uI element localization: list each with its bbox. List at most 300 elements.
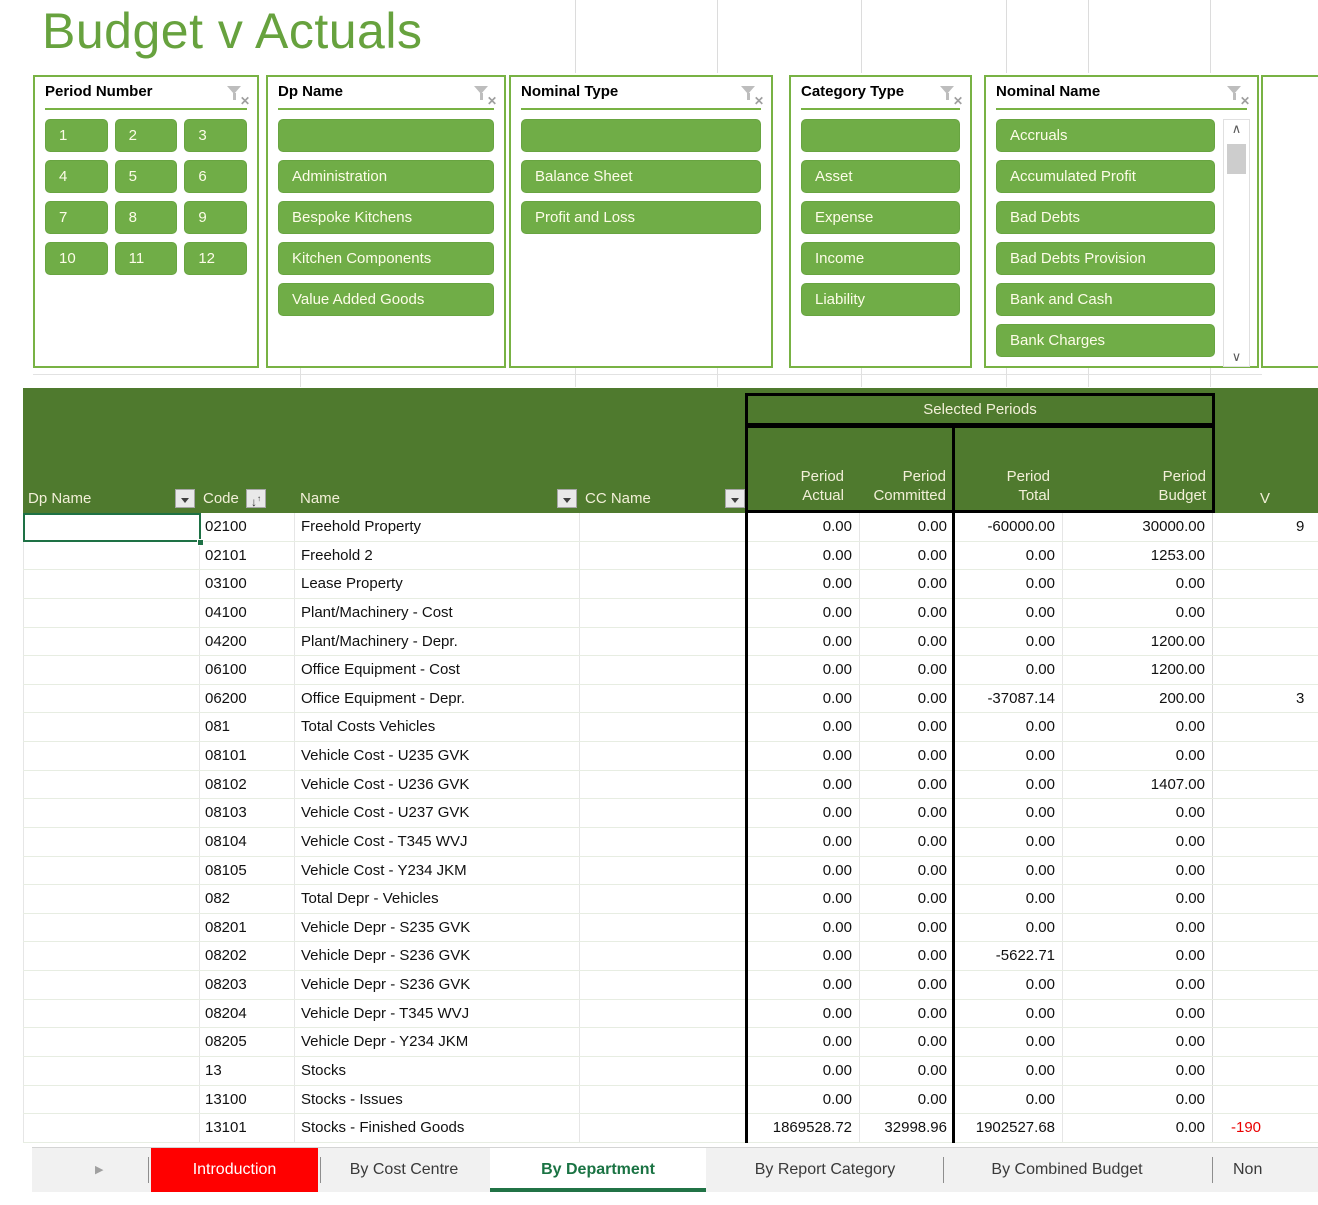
cell-period-committed[interactable]: 0.00	[860, 971, 955, 999]
gridline	[575, 0, 576, 73]
slicer-item-9[interactable]: 9	[184, 201, 247, 234]
cell-variance[interactable]	[1213, 513, 1318, 541]
cell-period-actual[interactable]: 0.00	[748, 542, 860, 570]
cell-period-actual[interactable]: 0.00	[748, 628, 860, 656]
clear-filter-icon[interactable]: ✕	[739, 84, 763, 104]
cell-period-total[interactable]: 0.00	[955, 656, 1063, 684]
cell-name[interactable]: Total Depr - Vehicles	[295, 885, 580, 913]
cell-name[interactable]: Stocks	[295, 1057, 580, 1085]
cell-dp-name[interactable]	[23, 914, 200, 942]
cell-variance[interactable]	[1213, 713, 1318, 741]
cell-cc-name[interactable]	[580, 828, 748, 856]
sheet-nav-arrow-icon[interactable]: ▶	[95, 1164, 104, 1176]
scroll-down-icon[interactable]: ∨	[1231, 349, 1242, 364]
cell-code[interactable]: 08203	[200, 971, 295, 999]
clear-filter-icon[interactable]: ✕	[472, 84, 496, 104]
slicer-scrollbar[interactable]	[1223, 119, 1250, 367]
cell-code[interactable]: 082	[200, 885, 295, 913]
page-title: Budget v Actuals	[42, 3, 423, 59]
cell-variance[interactable]	[1213, 1000, 1318, 1028]
cell-period-budget[interactable]: 1253.00	[1063, 542, 1213, 570]
cell-period-total[interactable]: 0.00	[955, 570, 1063, 598]
cell-period-budget[interactable]: 0.00	[1063, 1114, 1213, 1142]
sheet-tab-strip	[32, 1147, 1318, 1192]
cell-cc-name[interactable]	[580, 1000, 748, 1028]
cell-variance[interactable]	[1213, 742, 1318, 770]
slicer-item-administration[interactable]: Administration	[278, 160, 494, 193]
table-row	[23, 971, 1318, 1000]
cell-dp-name[interactable]	[23, 799, 200, 827]
table-row	[23, 713, 1318, 742]
cell-period-actual[interactable]: 0.00	[748, 570, 860, 598]
table-row	[23, 1114, 1318, 1143]
slicer-dp-name	[266, 75, 506, 368]
cell-period-actual[interactable]: 0.00	[748, 713, 860, 741]
cell-cc-name[interactable]	[580, 685, 748, 713]
cell-cc-name[interactable]	[580, 914, 748, 942]
slicer-item-blank[interactable]	[521, 119, 761, 152]
sheet-tab-introduction[interactable]: Introduction	[151, 1148, 318, 1192]
cell-code[interactable]: 08201	[200, 914, 295, 942]
cell-period-total[interactable]: 0.00	[955, 914, 1063, 942]
cell-dp-name[interactable]	[23, 1028, 200, 1056]
slicer-item-blank[interactable]	[278, 119, 494, 152]
group-border	[952, 425, 955, 1143]
cell-dp-name[interactable]	[23, 628, 200, 656]
cell-code[interactable]: 08103	[200, 799, 295, 827]
slicer-header	[278, 83, 497, 108]
slicer-item-bad-debts-provision[interactable]: Bad Debts Provision	[996, 242, 1215, 275]
cell-code[interactable]: 08205	[200, 1028, 295, 1056]
cell-cc-name[interactable]	[580, 1086, 748, 1114]
cell-period-committed[interactable]: 0.00	[860, 1028, 955, 1056]
cell-dp-name[interactable]	[23, 1000, 200, 1028]
cell-dp-name[interactable]	[23, 828, 200, 856]
cell-dp-name[interactable]	[23, 857, 200, 885]
column-header-name: Name	[300, 490, 341, 507]
selected-periods-header: Selected Periods	[745, 393, 1215, 426]
cell-period-committed[interactable]: 0.00	[860, 599, 955, 627]
cell-dp-name[interactable]	[23, 599, 200, 627]
cell-period-actual[interactable]: 0.00	[748, 1057, 860, 1085]
cell-name[interactable]: Vehicle Depr - S235 GVK	[295, 914, 580, 942]
cell-period-actual[interactable]: 0.00	[748, 742, 860, 770]
sheet-tab-by-department[interactable]: By Department	[490, 1148, 706, 1192]
cell-period-budget[interactable]: 0.00	[1063, 1028, 1213, 1056]
cell-code[interactable]: 08204	[200, 1000, 295, 1028]
gridline	[1210, 0, 1211, 73]
cell-period-total[interactable]: 0.00	[955, 828, 1063, 856]
slicer-divider	[801, 108, 960, 110]
cell-dp-name[interactable]	[23, 685, 200, 713]
slicer-nominal-name	[984, 75, 1259, 368]
dp-name-filter-button[interactable]	[175, 489, 195, 508]
cell-period-budget[interactable]: 0.00	[1063, 942, 1213, 970]
cell-period-actual[interactable]: 0.00	[748, 1000, 860, 1028]
slicer-item-income[interactable]: Income	[801, 242, 960, 275]
table-row	[23, 1028, 1318, 1057]
cell-cc-name[interactable]	[580, 799, 748, 827]
cell-cc-name[interactable]	[580, 1114, 748, 1142]
clear-filter-icon[interactable]: ✕	[938, 84, 962, 104]
cell-period-actual[interactable]: 0.00	[748, 599, 860, 627]
cell-name[interactable]: Stocks - Issues	[295, 1086, 580, 1114]
cell-period-total[interactable]: 0.00	[955, 542, 1063, 570]
cell-period-actual[interactable]: 0.00	[748, 828, 860, 856]
slicer-item-bank-and-cash[interactable]: Bank and Cash	[996, 283, 1215, 316]
cell-period-total[interactable]: 0.00	[955, 885, 1063, 913]
cell-period-committed[interactable]: 0.00	[860, 828, 955, 856]
cell-name[interactable]: Office Equipment - Cost	[295, 656, 580, 684]
cell-variance[interactable]	[1213, 828, 1318, 856]
cell-period-total[interactable]: -60000.00	[955, 513, 1063, 541]
table-row	[23, 828, 1318, 857]
dropdown-arrow-icon	[181, 498, 189, 503]
cell-period-actual[interactable]: 0.00	[748, 1028, 860, 1056]
cell-period-budget[interactable]: 1200.00	[1063, 656, 1213, 684]
cell-period-budget[interactable]: 0.00	[1063, 713, 1213, 741]
cell-period-actual[interactable]: 0.00	[748, 971, 860, 999]
cell-cc-name[interactable]	[580, 1028, 748, 1056]
slicer-item-2[interactable]: 2	[115, 119, 178, 152]
cell-cc-name[interactable]	[580, 742, 748, 770]
slicer-item-profit-and-loss[interactable]: Profit and Loss	[521, 201, 761, 234]
cell-period-budget[interactable]: 30000.00	[1063, 513, 1213, 541]
cell-cc-name[interactable]	[580, 971, 748, 999]
cell-period-committed[interactable]: 0.00	[860, 771, 955, 799]
cell-code[interactable]: 06200	[200, 685, 295, 713]
cell-dp-name[interactable]	[23, 713, 200, 741]
cell-period-actual[interactable]: 0.00	[748, 771, 860, 799]
slicer-item-expense[interactable]: Expense	[801, 201, 960, 234]
table-row	[23, 685, 1318, 714]
cell-name[interactable]: Total Costs Vehicles	[295, 713, 580, 741]
selected-cell[interactable]	[23, 513, 201, 542]
cell-period-actual[interactable]: 1869528.72	[748, 1114, 860, 1142]
cell-variance[interactable]	[1213, 1028, 1318, 1056]
cell-period-actual[interactable]: 0.00	[748, 1086, 860, 1114]
cell-variance[interactable]	[1213, 942, 1318, 970]
cell-cc-name[interactable]	[580, 771, 748, 799]
slicer-title: Period Number	[45, 83, 153, 100]
cell-period-budget[interactable]: 200.00	[1063, 685, 1213, 713]
cell-variance[interactable]	[1213, 771, 1318, 799]
slicer-item-liability[interactable]: Liability	[801, 283, 960, 316]
slicer-item-8[interactable]: 8	[115, 201, 178, 234]
cell-code[interactable]: 04100	[200, 599, 295, 627]
slicer-item-1[interactable]: 1	[45, 119, 108, 152]
name-filter-button[interactable]	[557, 489, 577, 508]
sheet-tab-non[interactable]: Non	[1233, 1161, 1263, 1178]
cell-period-budget[interactable]: 0.00	[1063, 599, 1213, 627]
table-row	[23, 628, 1318, 657]
cell-period-total[interactable]: 0.00	[955, 628, 1063, 656]
cell-name[interactable]: Plant/Machinery - Depr.	[295, 628, 580, 656]
cell-period-budget[interactable]: 1407.00	[1063, 771, 1213, 799]
cell-period-total[interactable]: 1902527.68	[955, 1114, 1063, 1142]
column-header-period-committed: Period Committed	[873, 468, 946, 504]
cell-period-committed[interactable]: 0.00	[860, 1057, 955, 1085]
slicer-item-3[interactable]: 3	[184, 119, 247, 152]
table-row	[23, 914, 1318, 943]
cell-code[interactable]: 08104	[200, 828, 295, 856]
slicer-item-10[interactable]: 10	[45, 242, 108, 275]
cell-name[interactable]: Vehicle Cost - U237 GVK	[295, 799, 580, 827]
slicer-divider	[996, 108, 1247, 110]
cell-cc-name[interactable]	[580, 570, 748, 598]
cell-code[interactable]: 03100	[200, 570, 295, 598]
cell-code[interactable]: 081	[200, 713, 295, 741]
scroll-up-icon[interactable]: ∧	[1231, 121, 1242, 136]
cell-period-budget[interactable]: 0.00	[1063, 828, 1213, 856]
clear-filter-icon[interactable]: ✕	[225, 84, 249, 104]
cell-dp-name[interactable]	[23, 570, 200, 598]
cell-period-committed[interactable]: 0.00	[860, 885, 955, 913]
cell-variance[interactable]	[1213, 971, 1318, 999]
cell-dp-name[interactable]	[23, 742, 200, 770]
cell-period-budget[interactable]: 0.00	[1063, 742, 1213, 770]
cell-dp-name[interactable]	[23, 771, 200, 799]
slicer-item-value-added-goods[interactable]: Value Added Goods	[278, 283, 494, 316]
cell-cc-name[interactable]	[580, 942, 748, 970]
cell-period-committed[interactable]: 0.00	[860, 742, 955, 770]
slicer-item-asset[interactable]: Asset	[801, 160, 960, 193]
cell-name[interactable]: Vehicle Cost - U235 GVK	[295, 742, 580, 770]
slicer-item-bank-charges[interactable]: Bank Charges	[996, 324, 1215, 357]
cell-period-actual[interactable]: 0.00	[748, 942, 860, 970]
slicer-item-5[interactable]: 5	[115, 160, 178, 193]
cell-variance[interactable]	[1213, 656, 1318, 684]
group-border	[745, 393, 748, 1143]
column-header-cc-name: CC Name	[585, 490, 651, 507]
cell-code[interactable]: 04200	[200, 628, 295, 656]
cell-period-committed[interactable]: 0.00	[860, 713, 955, 741]
cell-period-budget[interactable]: 1200.00	[1063, 628, 1213, 656]
column-header-period-actual: Period Actual	[800, 468, 844, 504]
cell-period-budget[interactable]: 0.00	[1063, 1000, 1213, 1028]
code-sort-filter-button[interactable]	[246, 489, 266, 508]
sheet-tab-by-cost-centre[interactable]: By Cost Centre	[349, 1161, 459, 1178]
cell-period-committed[interactable]: 0.00	[860, 656, 955, 684]
cell-code[interactable]: 13	[200, 1057, 295, 1085]
cell-period-total[interactable]: -37087.14	[955, 685, 1063, 713]
slicer-divider	[521, 108, 761, 110]
gridline	[717, 0, 718, 73]
cell-period-actual[interactable]: 0.00	[748, 513, 860, 541]
cell-dp-name[interactable]	[23, 542, 200, 570]
cell-name[interactable]: Vehicle Depr - S236 GVK	[295, 942, 580, 970]
tab-separator	[148, 1157, 149, 1183]
cell-cc-name[interactable]	[580, 713, 748, 741]
cell-variance[interactable]	[1213, 542, 1318, 570]
cell-name[interactable]: Plant/Machinery - Cost	[295, 599, 580, 627]
cell-period-actual[interactable]: 0.00	[748, 685, 860, 713]
column-header-variance-partial: V	[1260, 490, 1271, 507]
cell-period-budget[interactable]: 0.00	[1063, 885, 1213, 913]
cell-period-budget[interactable]: 0.00	[1063, 799, 1213, 827]
cell-name[interactable]: Vehicle Depr - S236 GVK	[295, 971, 580, 999]
cell-period-total[interactable]: -5622.71	[955, 942, 1063, 970]
cell-period-committed[interactable]: 0.00	[860, 1086, 955, 1114]
cell-period-actual[interactable]: 0.00	[748, 799, 860, 827]
period-actual-committed-group	[745, 425, 955, 513]
fill-handle[interactable]	[197, 539, 204, 546]
gridline	[861, 0, 862, 73]
slicer-header	[521, 83, 764, 108]
cell-period-total[interactable]: 0.00	[955, 1086, 1063, 1114]
column-header-period-total: Period Total	[1006, 468, 1050, 504]
slicer-item-7[interactable]: 7	[45, 201, 108, 234]
cell-period-budget[interactable]: 0.00	[1063, 570, 1213, 598]
cell-period-committed[interactable]: 0.00	[860, 513, 955, 541]
gridline	[33, 374, 1262, 375]
cell-dp-name[interactable]	[23, 971, 200, 999]
slicer-item-balance-sheet[interactable]: Balance Sheet	[521, 160, 761, 193]
cell-period-committed[interactable]: 0.00	[860, 628, 955, 656]
slicer-item-blank[interactable]	[801, 119, 960, 152]
cc-name-filter-button[interactable]	[725, 489, 745, 508]
variance-partial-value: 3	[1296, 689, 1305, 707]
cell-period-total[interactable]: 0.00	[955, 1057, 1063, 1085]
slicer-item-bad-debts[interactable]: Bad Debts	[996, 201, 1215, 234]
cell-period-total[interactable]: 0.00	[955, 1028, 1063, 1056]
cell-name[interactable]: Lease Property	[295, 570, 580, 598]
cell-period-committed[interactable]: 0.00	[860, 685, 955, 713]
table-row	[23, 542, 1318, 571]
cell-period-committed[interactable]: 0.00	[860, 799, 955, 827]
cell-period-budget[interactable]: 0.00	[1063, 914, 1213, 942]
cell-period-budget[interactable]: 0.00	[1063, 971, 1213, 999]
cell-period-total[interactable]: 0.00	[955, 971, 1063, 999]
slicer-item-kitchen-components[interactable]: Kitchen Components	[278, 242, 494, 275]
cell-variance[interactable]	[1213, 885, 1318, 913]
cell-period-committed[interactable]: 0.00	[860, 942, 955, 970]
cell-period-total[interactable]: 0.00	[955, 857, 1063, 885]
cell-variance[interactable]	[1213, 628, 1318, 656]
cell-period-total[interactable]: 0.00	[955, 771, 1063, 799]
cell-variance[interactable]	[1213, 1086, 1318, 1114]
cell-period-actual[interactable]: 0.00	[748, 656, 860, 684]
cell-period-committed[interactable]: 0.00	[860, 542, 955, 570]
cell-cc-name[interactable]	[580, 513, 748, 541]
cell-code[interactable]: 08101	[200, 742, 295, 770]
cell-dp-name[interactable]	[23, 656, 200, 684]
cell-period-committed[interactable]: 32998.96	[860, 1114, 955, 1142]
cell-code[interactable]: 13101	[200, 1114, 295, 1142]
cell-cc-name[interactable]	[580, 857, 748, 885]
cell-variance[interactable]	[1213, 914, 1318, 942]
cell-dp-name[interactable]	[23, 1086, 200, 1114]
cell-name[interactable]: Stocks - Finished Goods	[295, 1114, 580, 1142]
cell-dp-name[interactable]	[23, 1057, 200, 1085]
cell-cc-name[interactable]	[580, 1057, 748, 1085]
slicer-item-4[interactable]: 4	[45, 160, 108, 193]
table-row	[23, 885, 1318, 914]
cell-cc-name[interactable]	[580, 599, 748, 627]
cell-code[interactable]: 08202	[200, 942, 295, 970]
cell-code[interactable]: 06100	[200, 656, 295, 684]
cell-period-budget[interactable]: 0.00	[1063, 857, 1213, 885]
dropdown-arrow-icon	[731, 498, 739, 503]
slicer-item-12[interactable]: 12	[184, 242, 247, 275]
cell-name[interactable]: Freehold 2	[295, 542, 580, 570]
cell-variance[interactable]	[1213, 857, 1318, 885]
table-header-left	[23, 388, 745, 513]
cell-period-committed[interactable]: 0.00	[860, 1000, 955, 1028]
cell-dp-name[interactable]	[23, 885, 200, 913]
sheet-tab-by-report-category[interactable]: By Report Category	[754, 1161, 896, 1178]
cell-code[interactable]: 13100	[200, 1086, 295, 1114]
slicer-header	[801, 83, 963, 108]
cell-variance[interactable]	[1213, 1057, 1318, 1085]
cell-period-total[interactable]: 0.00	[955, 599, 1063, 627]
variance-partial-value: 9	[1296, 518, 1305, 535]
column-header-period-budget: Period Budget	[1158, 468, 1206, 504]
slicer-item-6[interactable]: 6	[184, 160, 247, 193]
cell-dp-name[interactable]	[23, 1114, 200, 1142]
cell-period-budget[interactable]: 0.00	[1063, 1057, 1213, 1085]
table-row	[23, 799, 1318, 828]
cell-period-actual[interactable]: 0.00	[748, 885, 860, 913]
cell-code[interactable]: 08102	[200, 771, 295, 799]
cell-period-actual[interactable]: 0.00	[748, 857, 860, 885]
sheet-tab-by-combined-budget[interactable]: By Combined Budget	[991, 1161, 1143, 1178]
cell-variance[interactable]	[1213, 599, 1318, 627]
cell-period-budget[interactable]: 0.00	[1063, 1086, 1213, 1114]
cell-period-total[interactable]: 0.00	[955, 1000, 1063, 1028]
cell-period-committed[interactable]: 0.00	[860, 570, 955, 598]
cell-name[interactable]: Vehicle Depr - T345 WVJ	[295, 1000, 580, 1028]
cell-cc-name[interactable]	[580, 885, 748, 913]
cell-period-actual[interactable]: 0.00	[748, 914, 860, 942]
slicer-item-accruals[interactable]: Accruals	[996, 119, 1215, 152]
cell-period-total[interactable]: 0.00	[955, 742, 1063, 770]
slicer-item-bespoke-kitchens[interactable]: Bespoke Kitchens	[278, 201, 494, 234]
sort-arrow-icon: ↓↑	[251, 494, 261, 509]
cell-variance[interactable]	[1213, 799, 1318, 827]
table-row	[23, 570, 1318, 599]
cell-code[interactable]: 02101	[200, 542, 295, 570]
cell-cc-name[interactable]	[580, 628, 748, 656]
variance-partial-value: -190	[1231, 1119, 1262, 1137]
cell-code[interactable]: 02100	[200, 513, 295, 541]
cell-name[interactable]: Vehicle Cost - U236 GVK	[295, 771, 580, 799]
cell-period-committed[interactable]: 0.00	[860, 914, 955, 942]
cell-name[interactable]: Vehicle Depr - Y234 JKM	[295, 1028, 580, 1056]
slicer-item-accumulated-profit[interactable]: Accumulated Profit	[996, 160, 1215, 193]
scrollbar-thumb[interactable]	[1227, 144, 1246, 174]
cell-name[interactable]: Vehicle Cost - Y234 JKM	[295, 857, 580, 885]
cell-variance[interactable]	[1213, 685, 1318, 713]
cell-cc-name[interactable]	[580, 542, 748, 570]
cell-period-total[interactable]: 0.00	[955, 799, 1063, 827]
cell-name[interactable]: Freehold Property	[295, 513, 580, 541]
cell-name[interactable]: Vehicle Cost - T345 WVJ	[295, 828, 580, 856]
table-header-right	[745, 388, 1318, 513]
cell-name[interactable]: Office Equipment - Depr.	[295, 685, 580, 713]
cell-dp-name[interactable]	[23, 942, 200, 970]
cell-variance[interactable]	[1213, 570, 1318, 598]
cell-cc-name[interactable]	[580, 656, 748, 684]
table-row	[23, 513, 1318, 542]
cell-code[interactable]: 08105	[200, 857, 295, 885]
cell-period-total[interactable]: 0.00	[955, 713, 1063, 741]
slicer-item-11[interactable]: 11	[115, 242, 178, 275]
cell-variance[interactable]	[1213, 1114, 1318, 1142]
clear-filter-icon[interactable]: ✕	[1225, 84, 1249, 104]
slicer-divider	[278, 108, 494, 110]
cell-period-committed[interactable]: 0.00	[860, 857, 955, 885]
